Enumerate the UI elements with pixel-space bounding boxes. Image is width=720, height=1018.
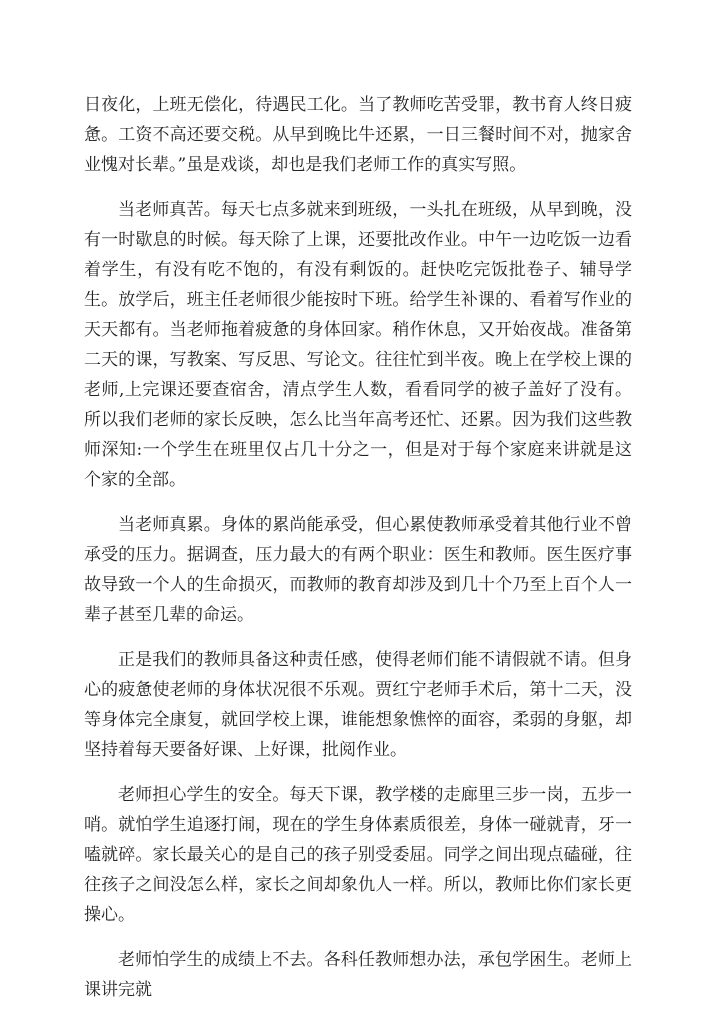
paragraph-3: 当老师真累。身体的累尚能承受，但心累使教师承受着其他行业不曾承受的压力。据调查，压力最大的有两个职业：医生和教师。医生医疗事故导致一个人的生命损灭，而教师的教育却涉及到几十个乃至上百个人一辈子甚至几辈的命运。 xyxy=(84,515,632,625)
paragraph-4: 正是我们的教师具备这种责任感，使得老师们能不请假就不请。但身心的疲惫使老师的身体状况很不乐观。贾红宁老师手术后，第十二天，没等身体完全康复，就回学校上课，谁能想象憔悴的面容，柔弱的身躯，却坚持着每天要备好课、上好课，批阅作业。 xyxy=(84,650,632,760)
document-body xyxy=(84,90,632,1005)
paragraph-5: 老师担心学生的安全。每天下课，教学楼的走廊里三步一岗，五步一哨。就怕学生追逐打闹，现在的学生身体素质很差，身体一碰就青，牙一嗑就碎。家长最关心的是自己的孩子别受委屈。同学之间出现点磕碰，往往孩子之间没怎么样，家长之间却象仇人一样。所以，教师比你们家长更操心。 xyxy=(84,785,632,925)
paragraph-6: 老师怕学生的成绩上不去。各科任教师想办法，承包学困生。老师上课讲完就 xyxy=(84,950,632,1000)
paragraph-1: 日夜化，上班无偿化，待遇民工化。当了教师吃苦受罪，教书育人终日疲惫。工资不高还要交税。从早到晚比牛还累，一日三餐时间不对，抛家舍业愧对长辈。”虽是戏谈，却也是我们老师工作的真实写照。 xyxy=(84,95,632,175)
paragraph-2: 当老师真苦。每天七点多就来到班级，一头扎在班级，从早到晚，没有一时歇息的时候。每天除了上课，还要批改作业。中午一边吃饭一边看着学生，有没有吃不饱的，有没有剩饭的。赶快吃完饭批卷子、辅导学生。放学后，班主任老师很少能按时下班。给学生补课的、看着写作业的天天都有。当老师拖着疲惫的身体回家。稍作休息，又开始夜战。准备第二天的课，写教案、写反思、写论文。往往忙到半夜。晚上在学校上课的老师,上完课还要查宿舍，清点学生人数，看看同学的被子盖好了没有。所以我们老师的家长反映，怎么比当年高考还忙、还累。因为我们这些教师深知:一个学生在班里仅占几十分之一，但是对于每个家庭来讲就是这个家的全部。 xyxy=(84,200,632,490)
